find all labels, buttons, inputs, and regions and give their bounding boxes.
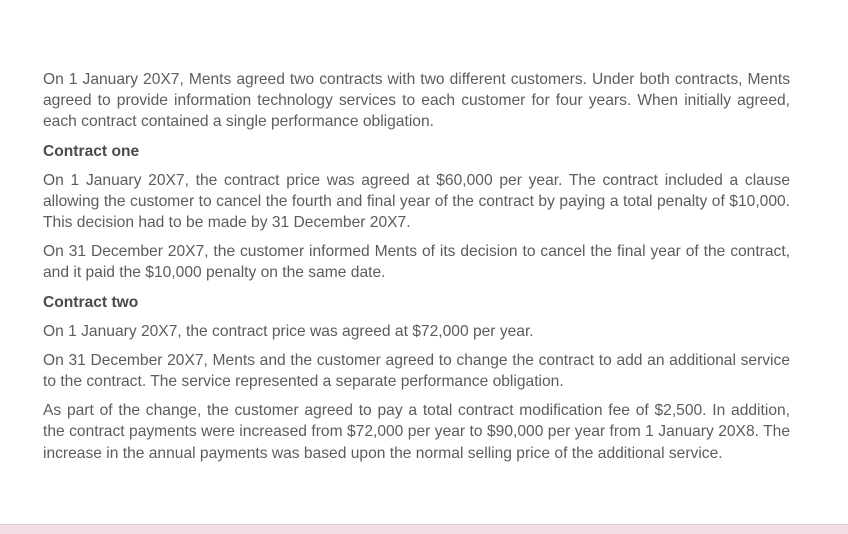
contract-two-paragraph-2: On 31 December 20X7, Ments and the customer agreed to change the contract to add an additional service to the contract. The service represented a separate performance obligation. [43,351,790,391]
contract-one-paragraph-2: On 31 December 20X7, the customer informed Ments of its decision to cancel the final year of the contract, and it paid the $10,000 penalty on the same date. [43,243,790,282]
contract-two-heading: Contract two [43,293,139,311]
intro-paragraph: On 1 January 20X7, Ments agreed two contracts with two different customers. Under both contracts, Ments agreed to provide information technology services to each customer for four years. When initially agreed, each contract contained a single performance obligation. [43,71,790,131]
contract-one-heading: Contract one [43,142,140,160]
contract-two-paragraph-1: On 1 January 20X7, the contract price was agreed at $72,000 per year. [43,322,534,340]
contract-two-paragraph-3: As part of the change, the customer agreed to pay a total contract modification fee of $2,500. In addition, the contract payments were increased from $72,000 per year to $90,000 per year from 1 January 20X8. The increase in the annual payments was based upon the normal selling price of the additional service. [43,402,790,462]
contract-one-paragraph-1: On 1 January 20X7, the contract price was agreed at $60,000 per year. The contract included a clause allowing the customer to cancel the fourth and final year of the contract by paying a total penalty of $10,000. This decision had to be made by 31 December 20X7. [43,171,790,232]
document-body [43,69,790,464]
